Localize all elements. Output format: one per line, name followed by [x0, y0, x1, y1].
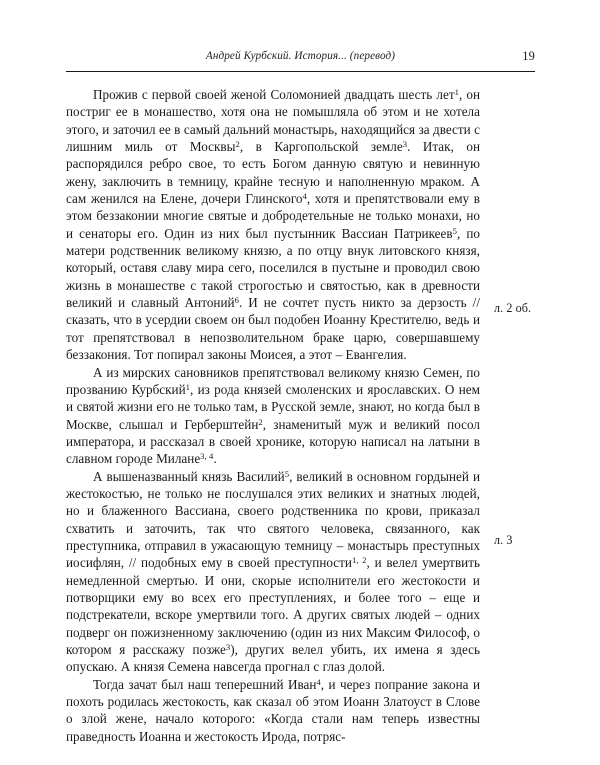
paragraph: А вышеназванный князь Василий$^5$, великий в основном гордыней и жестокостью, не только не послушался этих великих и знатных людей, но и блаженного Вассиана, своего родственника по крови, приказал схватить и заточить, так что святого человека, связанного, как преступника, отправил в ужасающую темницу – монастырь преступных иосифлян, // подобных ему в своей преступности$^{1, 2}$, и велел умертвить немедленной смертью. И они, скорые исполнители его жестокости и потворщики ему во всех его преступлениях, и более того – еще и подстрекатели, вскоре умертвили того. А других святых людей – одних подверг он пожизненному заключению (один из них Максим Философ, о котором я расскажу позже$^3$), других велел убить, их имена я здесь опускаю. А князя Семена навсегда прогнал с глаз долой.: [66, 468, 480, 675]
page-number: 19: [522, 49, 535, 63]
paragraph: Тогда зачат был наш теперешний Иван$^4$, и через попрание закона и похоть родилась жестокость, как сказал об этом Иоанн Златоуст в Слове о злой жене, начало которого: «Когда стали нам теперь известны праведность Иоанна и жестокость Ирода, потряс-: [66, 676, 480, 744]
running-head: [66, 50, 535, 70]
marginal-folio-note: л. 3: [494, 533, 513, 547]
header-divider-rule: [66, 71, 535, 72]
marginal-folio-note: л. 2 об.: [494, 301, 532, 315]
paragraph: Прожив с первой своей женой Соломонией двадцать шесть лет$^1$, он постриг ее в монашество, хотя она не помышляла об этом и не хотела этого, и заточил ее в самый дальний монастырь, находящийся за двести с лишним миль от Москвы$^2$, в Каргопольской земле$^3$. Итак, он распорядился ребро свое, то есть Богом данную святую и невинную жену, заключить в темницу, крайне тесную и наполненную мраком. А сам женился на Елене, дочери Глинского$^4$, хотя и препятствовали ему в этом беззаконии многие святые и добродетельные не только монахи, но и сенаторы его. Один из них был пустынник Вассиан Патрикеев$^5$, по матери родственник великому князю, а по отцу внук литовского князя, который, оставя славу мира сего, поселился в пустыне и проводил свою жизнь в монашестве с такой строгостью и святостью, как в древности великий и славный Антоний$^6$. И не сочтет пусть никто за дерзость // сказать, что в усердии своем он был подобен Иоанну Крестителю, ведь и тот препятствовал в непозволительном браке царю, совершавшему беззакония. Тот попирал законы Моисея, а этот – Евангелия.: [66, 86, 481, 363]
running-head-title: Андрей Курбский. История... (перевод): [205, 50, 396, 62]
body-text-column: [66, 86, 480, 745]
paragraph: А из мирских сановников препятствовал великому князю Семен, по прозванию Курбский$^1$, из рода князей смоленских и ярославских. О нем и святой жизни его не только там, в Русской земле, знают, но когда был в Москве, слышал и Герберштейн$^2$, знаменитый муж и великий посол императора, и рассказал в своей хронике, которую написал на латыни в славном городе Милане$^{3, 4}$.: [66, 364, 480, 467]
